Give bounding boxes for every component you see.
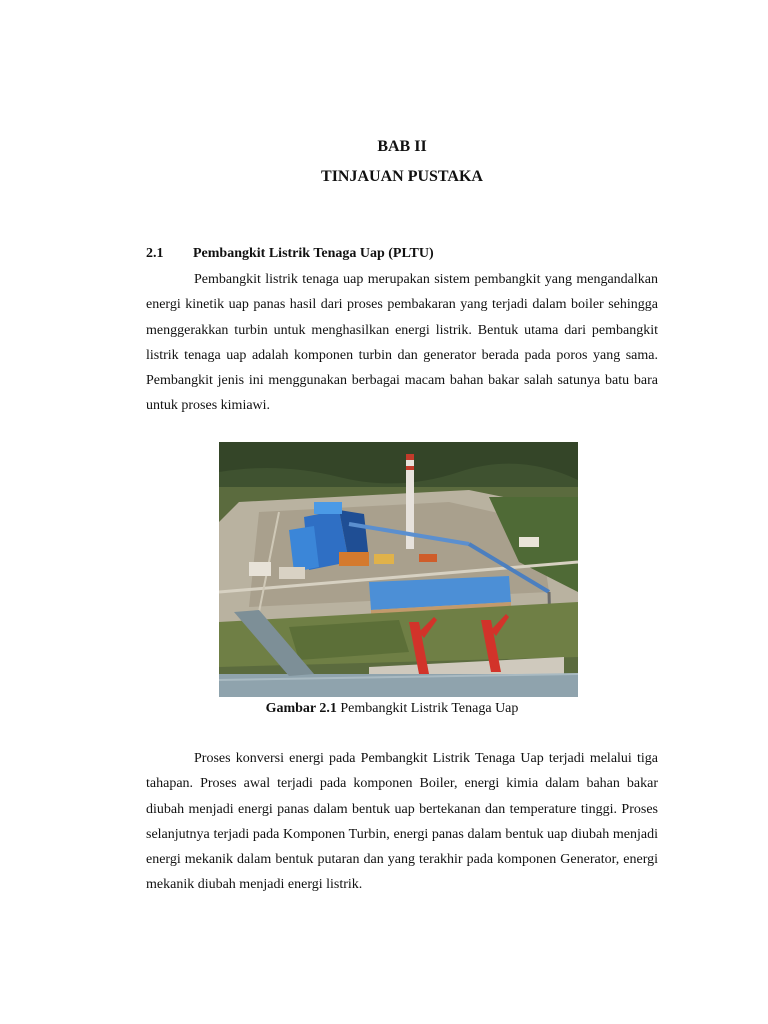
chapter-number: BAB II <box>377 138 427 155</box>
section-number: 2.1 <box>146 246 164 261</box>
figure-caption-text: Pembangkit Listrik Tenaga Uap <box>340 701 519 716</box>
paragraph-process: Proses konversi energi pada Pembangkit Listrik Tenaga Uap terjadi melalui tiga tahapan. Proses awal terjadi pada komponen Boiler, energi kimia dalam bahan bakar diubah menjadi energi panas dalam bentuk uap bertekanan dan temperature tinggi. Proses selanjutnya terjadi pada Komponen Turbin, energi panas dalam bentuk uap diubah menjadi energi mekanik dalam bentuk putaran dan yang terakhir pada komponen Generator, energi mekanik diubah menjadi energi listrik. <box>146 751 658 893</box>
figure-label: Gambar 2.1 <box>265 701 337 716</box>
section-title: Pembangkit Listrik Tenaga Uap (PLTU) <box>193 246 434 261</box>
figure-caption <box>0 701 768 717</box>
power-plant-photo <box>219 442 578 697</box>
paragraph-intro: Pembangkit listrik tenaga uap merupakan sistem pembangkit yang mengandalkan energi kinetik uap panas hasil dari proses pembakaran yang terjadi dalam boiler sehingga menggerakkan turbin untuk menghasilkan energi listrik. Bentuk utama dari pembangkit listrik tenaga uap adalah komponen turbin dan generator berada pada poros yang sama. Pembangkit jenis ini menggunakan berbagai macam bahan bakar salah satunya batu bara untuk proses kimiawi. <box>146 272 658 414</box>
section-heading <box>146 246 434 262</box>
chapter-title: TINJAUAN PUSTAKA <box>321 168 483 185</box>
